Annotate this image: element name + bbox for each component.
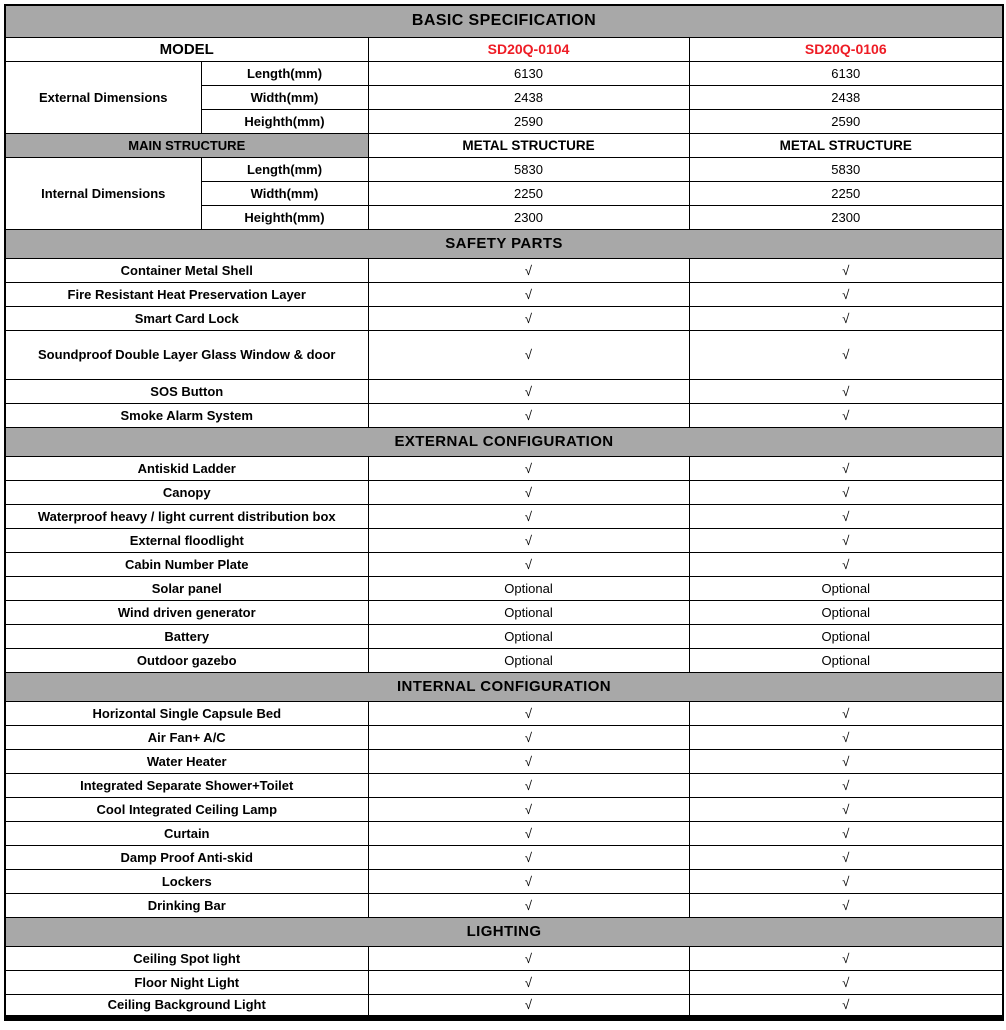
table-row <box>5 576 1003 600</box>
table-row <box>5 61 1003 85</box>
table-row <box>5 157 1003 181</box>
table-row <box>5 773 1003 797</box>
table-row <box>5 258 1003 282</box>
main-structure-value: METAL STRUCTURE <box>368 133 689 157</box>
dimension-value: 5830 <box>368 157 689 181</box>
feature-label: Water Heater <box>5 749 368 773</box>
feature-value: √ <box>689 994 1003 1018</box>
feature-value: Optional <box>368 600 689 624</box>
feature-value: √ <box>689 797 1003 821</box>
feature-value: Optional <box>689 648 1003 672</box>
feature-value: √ <box>689 306 1003 330</box>
table-row <box>5 133 1003 157</box>
feature-value: √ <box>368 821 689 845</box>
spec-table-sections <box>5 229 1003 1018</box>
feature-value: √ <box>689 970 1003 994</box>
feature-label: Ceiling Spot light <box>5 946 368 970</box>
feature-value: √ <box>689 845 1003 869</box>
dimension-value: 2590 <box>689 109 1003 133</box>
feature-value: Optional <box>368 624 689 648</box>
feature-value: √ <box>368 306 689 330</box>
feature-value: √ <box>689 893 1003 917</box>
main-structure-label: MAIN STRUCTURE <box>5 133 368 157</box>
table-row <box>5 994 1003 1018</box>
dimension-label: Heighth(mm) <box>201 205 368 229</box>
feature-value: √ <box>689 821 1003 845</box>
feature-label: Horizontal Single Capsule Bed <box>5 701 368 725</box>
feature-value: √ <box>368 893 689 917</box>
dimension-label: Width(mm) <box>201 85 368 109</box>
table-row <box>5 403 1003 427</box>
table-row <box>5 306 1003 330</box>
section-header: LIGHTING <box>5 917 1003 946</box>
feature-value: √ <box>689 403 1003 427</box>
section-header: INTERNAL CONFIGURATION <box>5 672 1003 701</box>
feature-label: Waterproof heavy / light current distribution box <box>5 504 368 528</box>
table-row <box>5 845 1003 869</box>
table-row <box>5 480 1003 504</box>
feature-value: √ <box>368 504 689 528</box>
feature-value: √ <box>689 504 1003 528</box>
dimension-label: Length(mm) <box>201 61 368 85</box>
feature-value: √ <box>689 258 1003 282</box>
feature-value: √ <box>689 725 1003 749</box>
feature-label: Cool Integrated Ceiling Lamp <box>5 797 368 821</box>
dimension-value: 2300 <box>368 205 689 229</box>
feature-label: Floor Night Light <box>5 970 368 994</box>
table-row <box>5 330 1003 379</box>
dimension-value: 2590 <box>368 109 689 133</box>
feature-value: √ <box>368 528 689 552</box>
feature-value: √ <box>689 701 1003 725</box>
table-row <box>5 37 1003 61</box>
table-row <box>5 528 1003 552</box>
feature-value: Optional <box>689 600 1003 624</box>
feature-value: √ <box>368 869 689 893</box>
feature-label: Cabin Number Plate <box>5 552 368 576</box>
feature-value: Optional <box>689 576 1003 600</box>
feature-value: √ <box>689 552 1003 576</box>
feature-value: √ <box>689 749 1003 773</box>
group-label-external-dimensions: External Dimensions <box>5 61 201 133</box>
table-row <box>5 379 1003 403</box>
feature-label: Battery <box>5 624 368 648</box>
dimension-label: Length(mm) <box>201 157 368 181</box>
feature-label: Air Fan+ A/C <box>5 725 368 749</box>
feature-label: Solar panel <box>5 576 368 600</box>
feature-value: √ <box>368 749 689 773</box>
dimension-value: 6130 <box>368 61 689 85</box>
dimension-value: 5830 <box>689 157 1003 181</box>
section-header-row <box>5 427 1003 456</box>
feature-label: Curtain <box>5 821 368 845</box>
feature-label: Soundproof Double Layer Glass Window & door <box>5 330 368 379</box>
spec-table-top <box>5 5 1003 229</box>
feature-value: √ <box>689 480 1003 504</box>
feature-value: √ <box>689 869 1003 893</box>
dimension-label: Heighth(mm) <box>201 109 368 133</box>
feature-label: Smart Card Lock <box>5 306 368 330</box>
feature-label: External floodlight <box>5 528 368 552</box>
dimension-value: 2250 <box>368 181 689 205</box>
feature-label: Lockers <box>5 869 368 893</box>
table-row <box>5 552 1003 576</box>
section-header-row <box>5 229 1003 258</box>
table-row <box>5 648 1003 672</box>
table-row <box>5 624 1003 648</box>
table-row <box>5 701 1003 725</box>
table-row <box>5 869 1003 893</box>
feature-label: Damp Proof Anti-skid <box>5 845 368 869</box>
feature-value: √ <box>368 258 689 282</box>
feature-value: √ <box>368 552 689 576</box>
feature-label: Wind driven generator <box>5 600 368 624</box>
feature-value: √ <box>368 970 689 994</box>
model-value: SD20Q-0106 <box>689 37 1003 61</box>
table-row <box>5 946 1003 970</box>
dimension-value: 2438 <box>368 85 689 109</box>
feature-label: Fire Resistant Heat Preservation Layer <box>5 282 368 306</box>
main-structure-value: METAL STRUCTURE <box>689 133 1003 157</box>
feature-value: √ <box>689 773 1003 797</box>
feature-value: √ <box>368 282 689 306</box>
table-row <box>5 282 1003 306</box>
feature-label: SOS Button <box>5 379 368 403</box>
section-header-row <box>5 917 1003 946</box>
feature-value: √ <box>689 330 1003 379</box>
feature-value: √ <box>368 403 689 427</box>
table-row <box>5 893 1003 917</box>
feature-value: Optional <box>689 624 1003 648</box>
dimension-value: 2438 <box>689 85 1003 109</box>
feature-value: √ <box>689 282 1003 306</box>
feature-value: √ <box>368 994 689 1018</box>
table-row <box>5 5 1003 37</box>
feature-value: √ <box>689 528 1003 552</box>
dimension-value: 2250 <box>689 181 1003 205</box>
feature-label: Outdoor gazebo <box>5 648 368 672</box>
feature-label: Antiskid Ladder <box>5 456 368 480</box>
feature-value: √ <box>368 797 689 821</box>
table-title: BASIC SPECIFICATION <box>5 5 1003 37</box>
table-row <box>5 504 1003 528</box>
feature-value: √ <box>368 330 689 379</box>
feature-value: Optional <box>368 576 689 600</box>
feature-label: Canopy <box>5 480 368 504</box>
feature-value: √ <box>368 773 689 797</box>
table-row <box>5 725 1003 749</box>
table-row <box>5 600 1003 624</box>
section-header: EXTERNAL CONFIGURATION <box>5 427 1003 456</box>
dimension-value: 6130 <box>689 61 1003 85</box>
feature-value: √ <box>689 456 1003 480</box>
section-header-row <box>5 672 1003 701</box>
section-header: SAFETY PARTS <box>5 229 1003 258</box>
table-row <box>5 970 1003 994</box>
feature-value: √ <box>368 845 689 869</box>
dimension-value: 2300 <box>689 205 1003 229</box>
feature-value: √ <box>368 456 689 480</box>
table-row <box>5 456 1003 480</box>
feature-label: Drinking Bar <box>5 893 368 917</box>
group-label-internal-dimensions: Internal Dimensions <box>5 157 201 229</box>
feature-value: √ <box>689 946 1003 970</box>
feature-value: √ <box>368 725 689 749</box>
dimension-label: Width(mm) <box>201 181 368 205</box>
feature-value: √ <box>368 379 689 403</box>
model-label: MODEL <box>5 37 368 61</box>
feature-label: Ceiling Background Light <box>5 994 368 1018</box>
feature-value: √ <box>368 946 689 970</box>
feature-value: Optional <box>368 648 689 672</box>
feature-label: Container Metal Shell <box>5 258 368 282</box>
spec-table <box>4 4 1004 1021</box>
model-value: SD20Q-0104 <box>368 37 689 61</box>
table-row <box>5 749 1003 773</box>
table-row <box>5 821 1003 845</box>
feature-label: Integrated Separate Shower+Toilet <box>5 773 368 797</box>
feature-label: Smoke Alarm System <box>5 403 368 427</box>
table-row <box>5 797 1003 821</box>
feature-value: √ <box>689 379 1003 403</box>
feature-value: √ <box>368 701 689 725</box>
feature-value: √ <box>368 480 689 504</box>
